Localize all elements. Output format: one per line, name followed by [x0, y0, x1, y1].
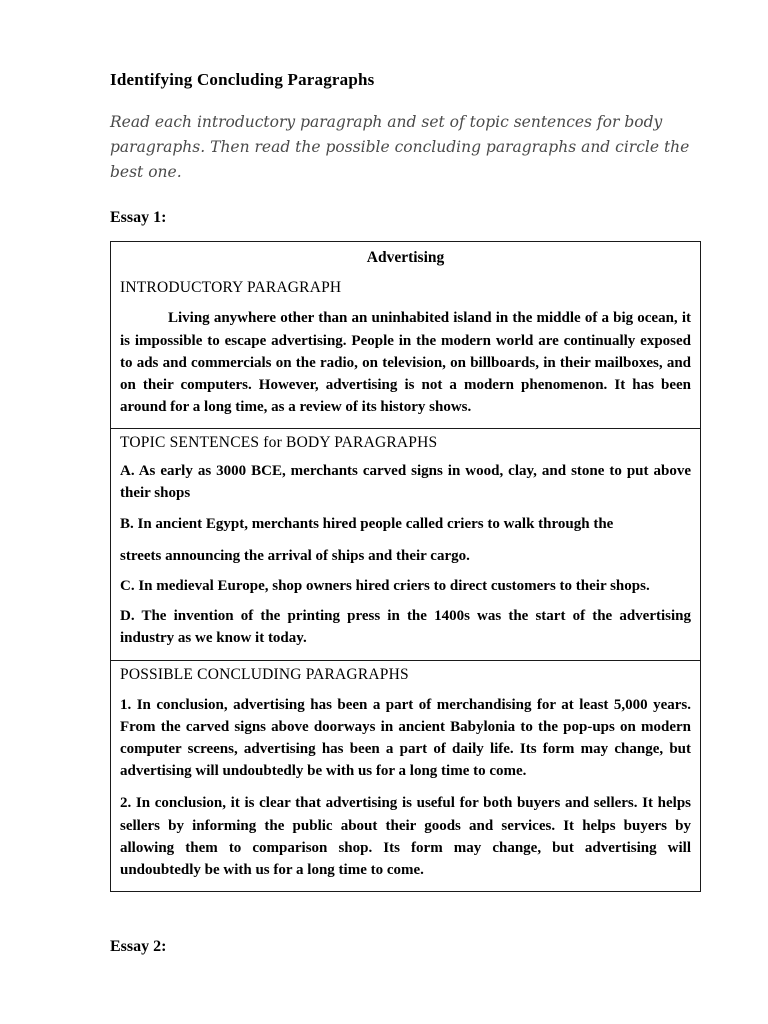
worksheet-instructions: Read each introductory paragraph and set of topic sentences for body paragraphs. Then read the possible concluding paragraphs and circle the best one.: [110, 113, 690, 182]
intro-paragraph: Living anywhere other than an uninhabited island in the middle of a big ocean, it is impossible to escape advertising. People in the modern world are continually exposed to ads and commercials on the radio, on television, on billboards, in their mailboxes, and on their computers. However, advertising is not a modern phenomenon. It has been around for a long time, as a review of its history shows.: [120, 310, 691, 416]
introductory-section: [111, 242, 700, 428]
topic-sentence-b: B. In ancient Egypt, merchants hired people called criers to walk through the: [120, 515, 614, 532]
intro-heading: INTRODUCTORY PARAGRAPH: [120, 279, 342, 297]
concluding-paragraph-2: 2. In conclusion, it is clear that advertising is useful for both buyers and sellers. It helps sellers by informing the public about their goods and services. It helps buyers by allowing them to comparison shop. Its form may change, but advertising will undoubtedly be with us for a long time to come.: [120, 795, 691, 878]
essay-title: Advertising: [366, 249, 445, 267]
concluding-paragraph-1: 1. In conclusion, advertising has been a part of merchandising for at least 5,000 years. From the carved signs above doorways in ancient Babylonia to the pop-ups on modern computer screens, advertising has been a part of daily life. Its form may change, but advertising will undoubtedly be with us for a long time to come.: [120, 696, 691, 780]
topic-sentence-b-continued: streets announcing the arrival of ships and their cargo.: [120, 547, 470, 564]
concluding-paragraphs-section: [111, 660, 700, 892]
topic-sentence-a: A. As early as 3000 BCE, merchants carved signs in wood, clay, and stone to put above their shops: [120, 463, 691, 502]
topic-sentence-d: D. The invention of the printing press in the 1400s was the start of the advertising industry as we know it today.: [120, 608, 691, 647]
topic-sentences-section: [111, 428, 700, 659]
essay2-label: Essay 2:: [110, 938, 167, 956]
essay1-table: [110, 241, 701, 892]
worksheet-title: Identifying Concluding Paragraphs: [110, 70, 375, 89]
essay1-label: Essay 1:: [110, 209, 167, 227]
topic-sentence-c: C. In medieval Europe, shop owners hired criers to direct customers to their shops.: [120, 578, 650, 595]
concluding-heading: POSSIBLE CONCLUDING PARAGRAPHS: [120, 665, 409, 683]
topic-heading: TOPIC SENTENCES for BODY PARAGRAPHS: [120, 434, 438, 452]
